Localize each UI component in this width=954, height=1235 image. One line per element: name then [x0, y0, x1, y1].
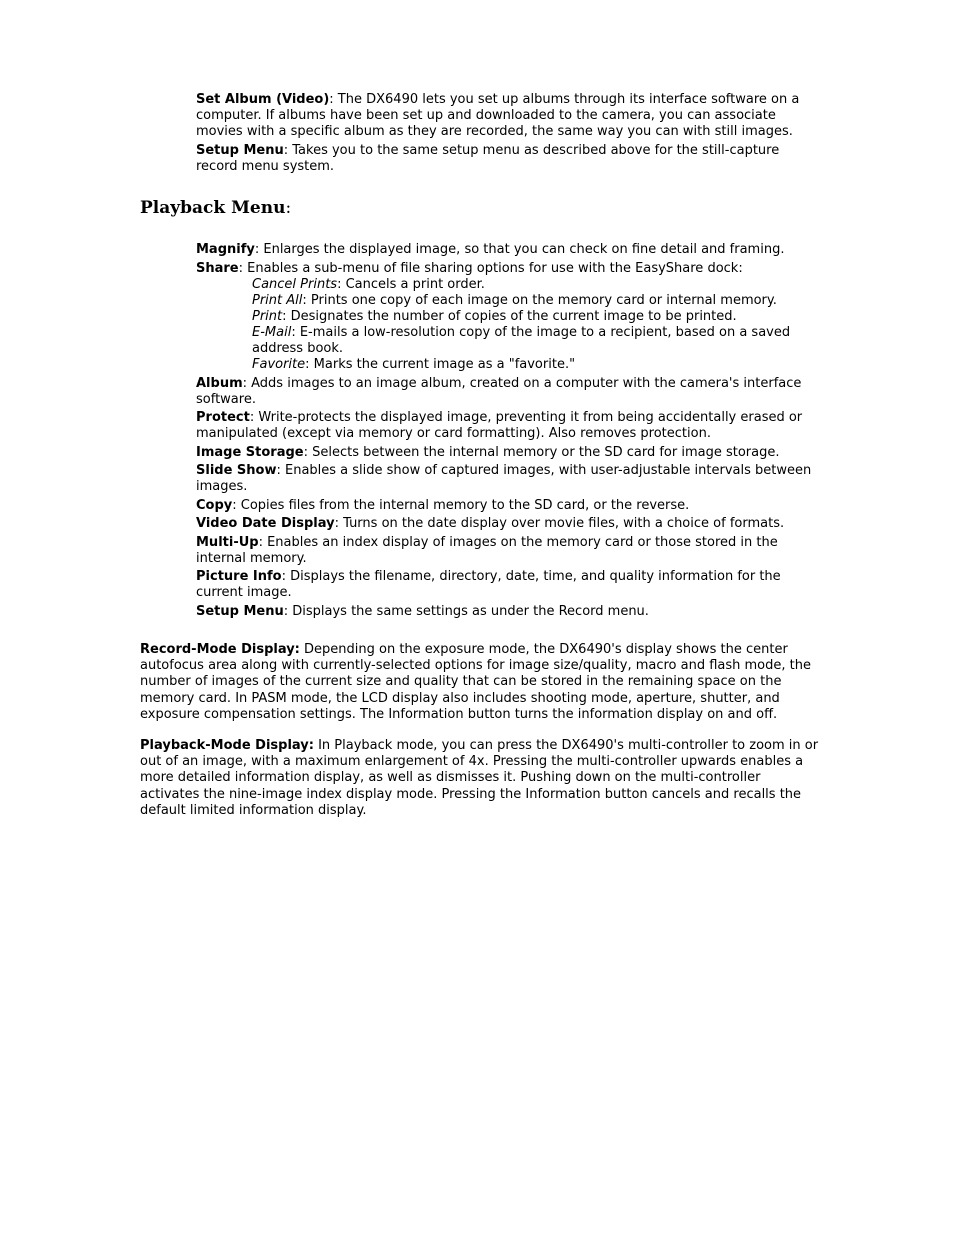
- slide-show-item: [196, 463, 821, 495]
- sub-text: : Marks the current image as a "favorite.": [305, 357, 576, 372]
- item-term: Album: [196, 376, 243, 391]
- item-text: : Selects between the internal memory or the SD card for image storage.: [303, 445, 780, 460]
- setup-menu-playback-item: [196, 604, 821, 620]
- item-text: : Displays the same settings as under the Record menu.: [283, 604, 649, 619]
- share-item: [196, 261, 821, 277]
- item-text: : Displays the filename, directory, date, time, and quality information for the current image.: [196, 569, 781, 601]
- picture-info-item: [196, 569, 821, 601]
- paragraph-text: In Playback mode, you can press the DX6490's multi-controller to zoom in or out of an image, with a maximum enlargement of 4x. Pressing the multi-controller upwards enables a more detailed information display, as well as dismisses it. Pushing down on the multi-controller activates the nine-image index display mode. Pressing the Information button cancels and recalls the default limited information display.: [140, 738, 819, 818]
- item-term: Multi-Up: [196, 535, 259, 550]
- copy-item: [196, 498, 821, 514]
- sub-term: Cancel Prints: [252, 277, 338, 292]
- item-term: Copy: [196, 498, 233, 513]
- item-term: Magnify: [196, 242, 255, 257]
- item-term: Setup Menu: [196, 143, 284, 158]
- sub-term: E-Mail: [252, 325, 292, 340]
- album-item: [196, 376, 821, 408]
- item-text: : Adds images to an image album, created on a computer with the camera's interface software.: [196, 376, 802, 408]
- paragraph-text: Depending on the exposure mode, the DX6490's display shows the center autofocus area along with currently-selected options for image size/quality, macro and flash mode, the number of images of the current size and quality that can be stored in the remaining space on the memory card. In PASM mode, the LCD display also includes shooting mode, aperture, shutter, and exposure compensation settings. The Information button turns the information display on and off.: [140, 642, 811, 722]
- heading-title: Playback Menu: [140, 198, 286, 218]
- item-text: : Write-protects the displayed image, preventing it from being accidentally erased or manipulated (except via memory or card formatting). Also removes protection.: [196, 410, 803, 442]
- sub-text: : E-mails a low-resolution copy of the image to a recipient, based on a saved address book.: [252, 325, 791, 357]
- item-text: : Turns on the date display over movie files, with a choice of formats.: [334, 516, 785, 531]
- item-term: Image Storage: [196, 445, 304, 460]
- set-album-video-item: [196, 92, 821, 141]
- sub-text: : Prints one copy of each image on the memory card or internal memory.: [302, 293, 777, 308]
- paragraph-term: Playback-Mode Display:: [140, 738, 314, 753]
- share-sub-print-all: [252, 293, 822, 309]
- multi-up-item: [196, 535, 821, 567]
- item-term: Set Album (Video): [196, 92, 330, 107]
- paragraph-term: Record-Mode Display:: [140, 642, 300, 657]
- item-text: : Enlarges the displayed image, so that you can check on fine detail and framing.: [254, 242, 785, 257]
- item-text: : The DX6490 lets you set up albums through its interface software on a computer. If albums have been set up and downloaded to the camera, you can associate movies with a specific album as they are recorded, the same way you can with still images.: [196, 92, 800, 140]
- item-term: Picture Info: [196, 569, 282, 584]
- item-term: Slide Show: [196, 463, 277, 478]
- setup-menu-item: [196, 143, 821, 175]
- item-term: Setup Menu: [196, 604, 284, 619]
- item-text: : Enables a slide show of captured images, with user-adjustable intervals between images.: [196, 463, 812, 495]
- protect-item: [196, 410, 821, 442]
- item-text: : Takes you to the same setup menu as described above for the still-capture record menu system.: [196, 143, 780, 175]
- item-term: Share: [196, 261, 239, 276]
- sub-term: Favorite: [252, 357, 306, 372]
- playback-mode-display-paragraph: [140, 738, 820, 819]
- share-sub-cancel-prints: [252, 277, 822, 293]
- item-term: Protect: [196, 410, 250, 425]
- image-storage-item: [196, 445, 821, 461]
- heading-colon: :: [285, 198, 292, 218]
- video-date-display-item: [196, 516, 821, 532]
- share-sub-favorite: [252, 357, 822, 373]
- sub-text: : Cancels a print order.: [337, 277, 485, 292]
- sub-term: Print All: [252, 293, 303, 308]
- sub-text: : Designates the number of copies of the current image to be printed.: [282, 309, 737, 324]
- magnify-item: [196, 242, 821, 258]
- sub-term: Print: [252, 309, 283, 324]
- item-text: : Enables a sub-menu of file sharing options for use with the EasyShare dock:: [238, 261, 743, 276]
- playback-menu-heading: [140, 198, 291, 218]
- item-term: Video Date Display: [196, 516, 335, 531]
- share-sub-print: [252, 309, 822, 325]
- item-text: : Enables an index display of images on the memory card or those stored in the internal memory.: [196, 535, 778, 567]
- record-mode-display-paragraph: [140, 642, 820, 723]
- share-sub-email: [252, 325, 822, 357]
- item-text: : Copies files from the internal memory to the SD card, or the reverse.: [232, 498, 690, 513]
